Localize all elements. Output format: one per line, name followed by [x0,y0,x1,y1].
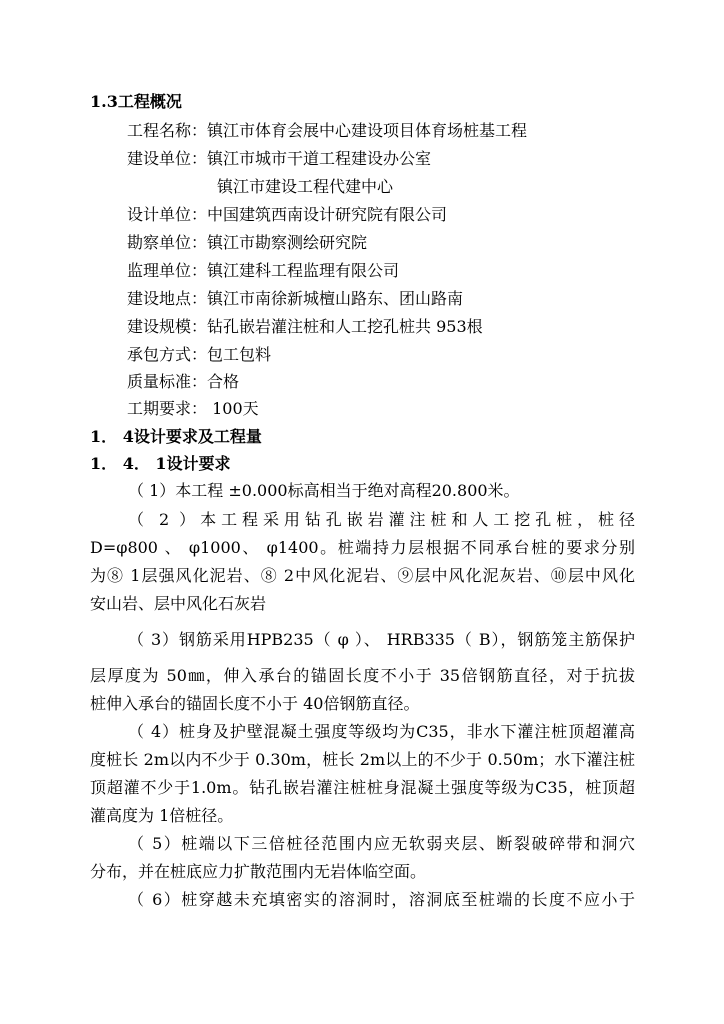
info-label: 质量标准： [127,372,208,391]
req-line: 分布，并在桩底应力扩散范围内无岩体临空面。 [90,862,427,881]
info-contract [127,345,271,365]
info-value: 镇江市勘察测绘研究院 [207,233,368,252]
info-label: 建设单位： [127,149,208,168]
info-quality [127,372,239,392]
req-line: （ 3）钢筋采用HPB235（ φ ）、 HRB335（ B），钢筋笼主筋保护 [128,630,635,649]
req-line: 灌高度为 1倍桩径。 [90,806,234,825]
req-line: （ 2 ）本工程采用钻孔嵌岩灌注桩和人工挖孔桩，桩径 [128,510,635,529]
section-title: 1.3工程概况 [90,92,182,111]
req-line: （ 4）桩身及护壁混凝土强度等级均为C35，非水下灌注桩顶超灌高 [128,722,635,741]
info-value: 合格 [207,372,240,391]
info-value: 镇江市南徐新城檀山路东、团山路南 [207,289,464,308]
info-supervisor [127,261,399,281]
info-value: 100天 [207,399,259,418]
req-line: 度桩长 2m以内不少于 0.30m，桩长 2m以上的不少于 0.50m；水下灌注桩 [90,750,635,769]
req-line: 安山岩、层中风化石灰岩 [90,594,267,613]
info-label: 工程名称： [127,121,208,140]
heading-1-4: 1． 4设计要求及工程量 [90,427,262,446]
info-value: 镇江建科工程监理有限公司 [207,261,400,280]
info-project-name [127,121,527,141]
info-value: 中国建筑西南设计研究院有限公司 [207,205,448,224]
info-value: 包工包料 [207,345,272,364]
info-label: 建设地点： [127,289,208,308]
info-surveyor [127,233,367,253]
info-designer [127,205,447,225]
req-line: （ 1）本工程 ±0.000标高相当于绝对高程20.800米。 [128,481,520,500]
req-line: （ 6）桩穿越未充填密实的溶洞时，溶洞底至桩端的长度不应小于 [128,890,635,909]
info-label: 承包方式： [127,345,208,364]
req-line: 顶超灌不少于1.0m。钻孔嵌岩灌注桩桩身混凝土强度等级为C35，桩顶超 [90,778,635,797]
info-scale [127,317,483,337]
info-value: 镇江市建设工程代建中心 [217,177,394,196]
info-builder [127,149,431,169]
info-label: 工期要求： [127,399,208,418]
info-value: 镇江市城市干道工程建设办公室 [207,149,432,168]
info-value: 镇江市体育会展中心建设项目体育场桩基工程 [207,121,528,140]
req-line: 层厚度为 50㎜，伸入承台的锚固长度不小于 35倍钢筋直径，对于抗拔 [90,666,635,685]
info-value: 钻孔嵌岩灌注桩和人工挖孔桩共 953根 [207,317,483,336]
req-line: 桩伸入承台的锚固长度不小于 40倍钢筋直径。 [90,694,420,713]
info-label: 勘察单位： [127,233,208,252]
req-line: （ 5）桩端以下三倍桩径范围内应无软弱夹层、断裂破碎带和洞穴 [128,834,635,853]
info-label: 设计单位： [127,205,208,224]
info-location [127,289,463,309]
req-line: 为⑧ 1层强风化泥岩、⑧ 2中风化泥岩、⑨层中风化泥灰岩、⑩层中风化 [90,566,635,585]
info-label: 建设规模： [127,317,208,336]
info-duration [127,399,259,419]
info-builder-2 [217,177,393,197]
req-line: D=φ800 、 φ1000、 φ1400。桩端持力层根据不同承台桩的要求分别 [90,538,635,557]
info-label: 监理单位： [127,261,208,280]
heading-1-4-1: 1． 4． 1设计要求 [90,454,231,473]
